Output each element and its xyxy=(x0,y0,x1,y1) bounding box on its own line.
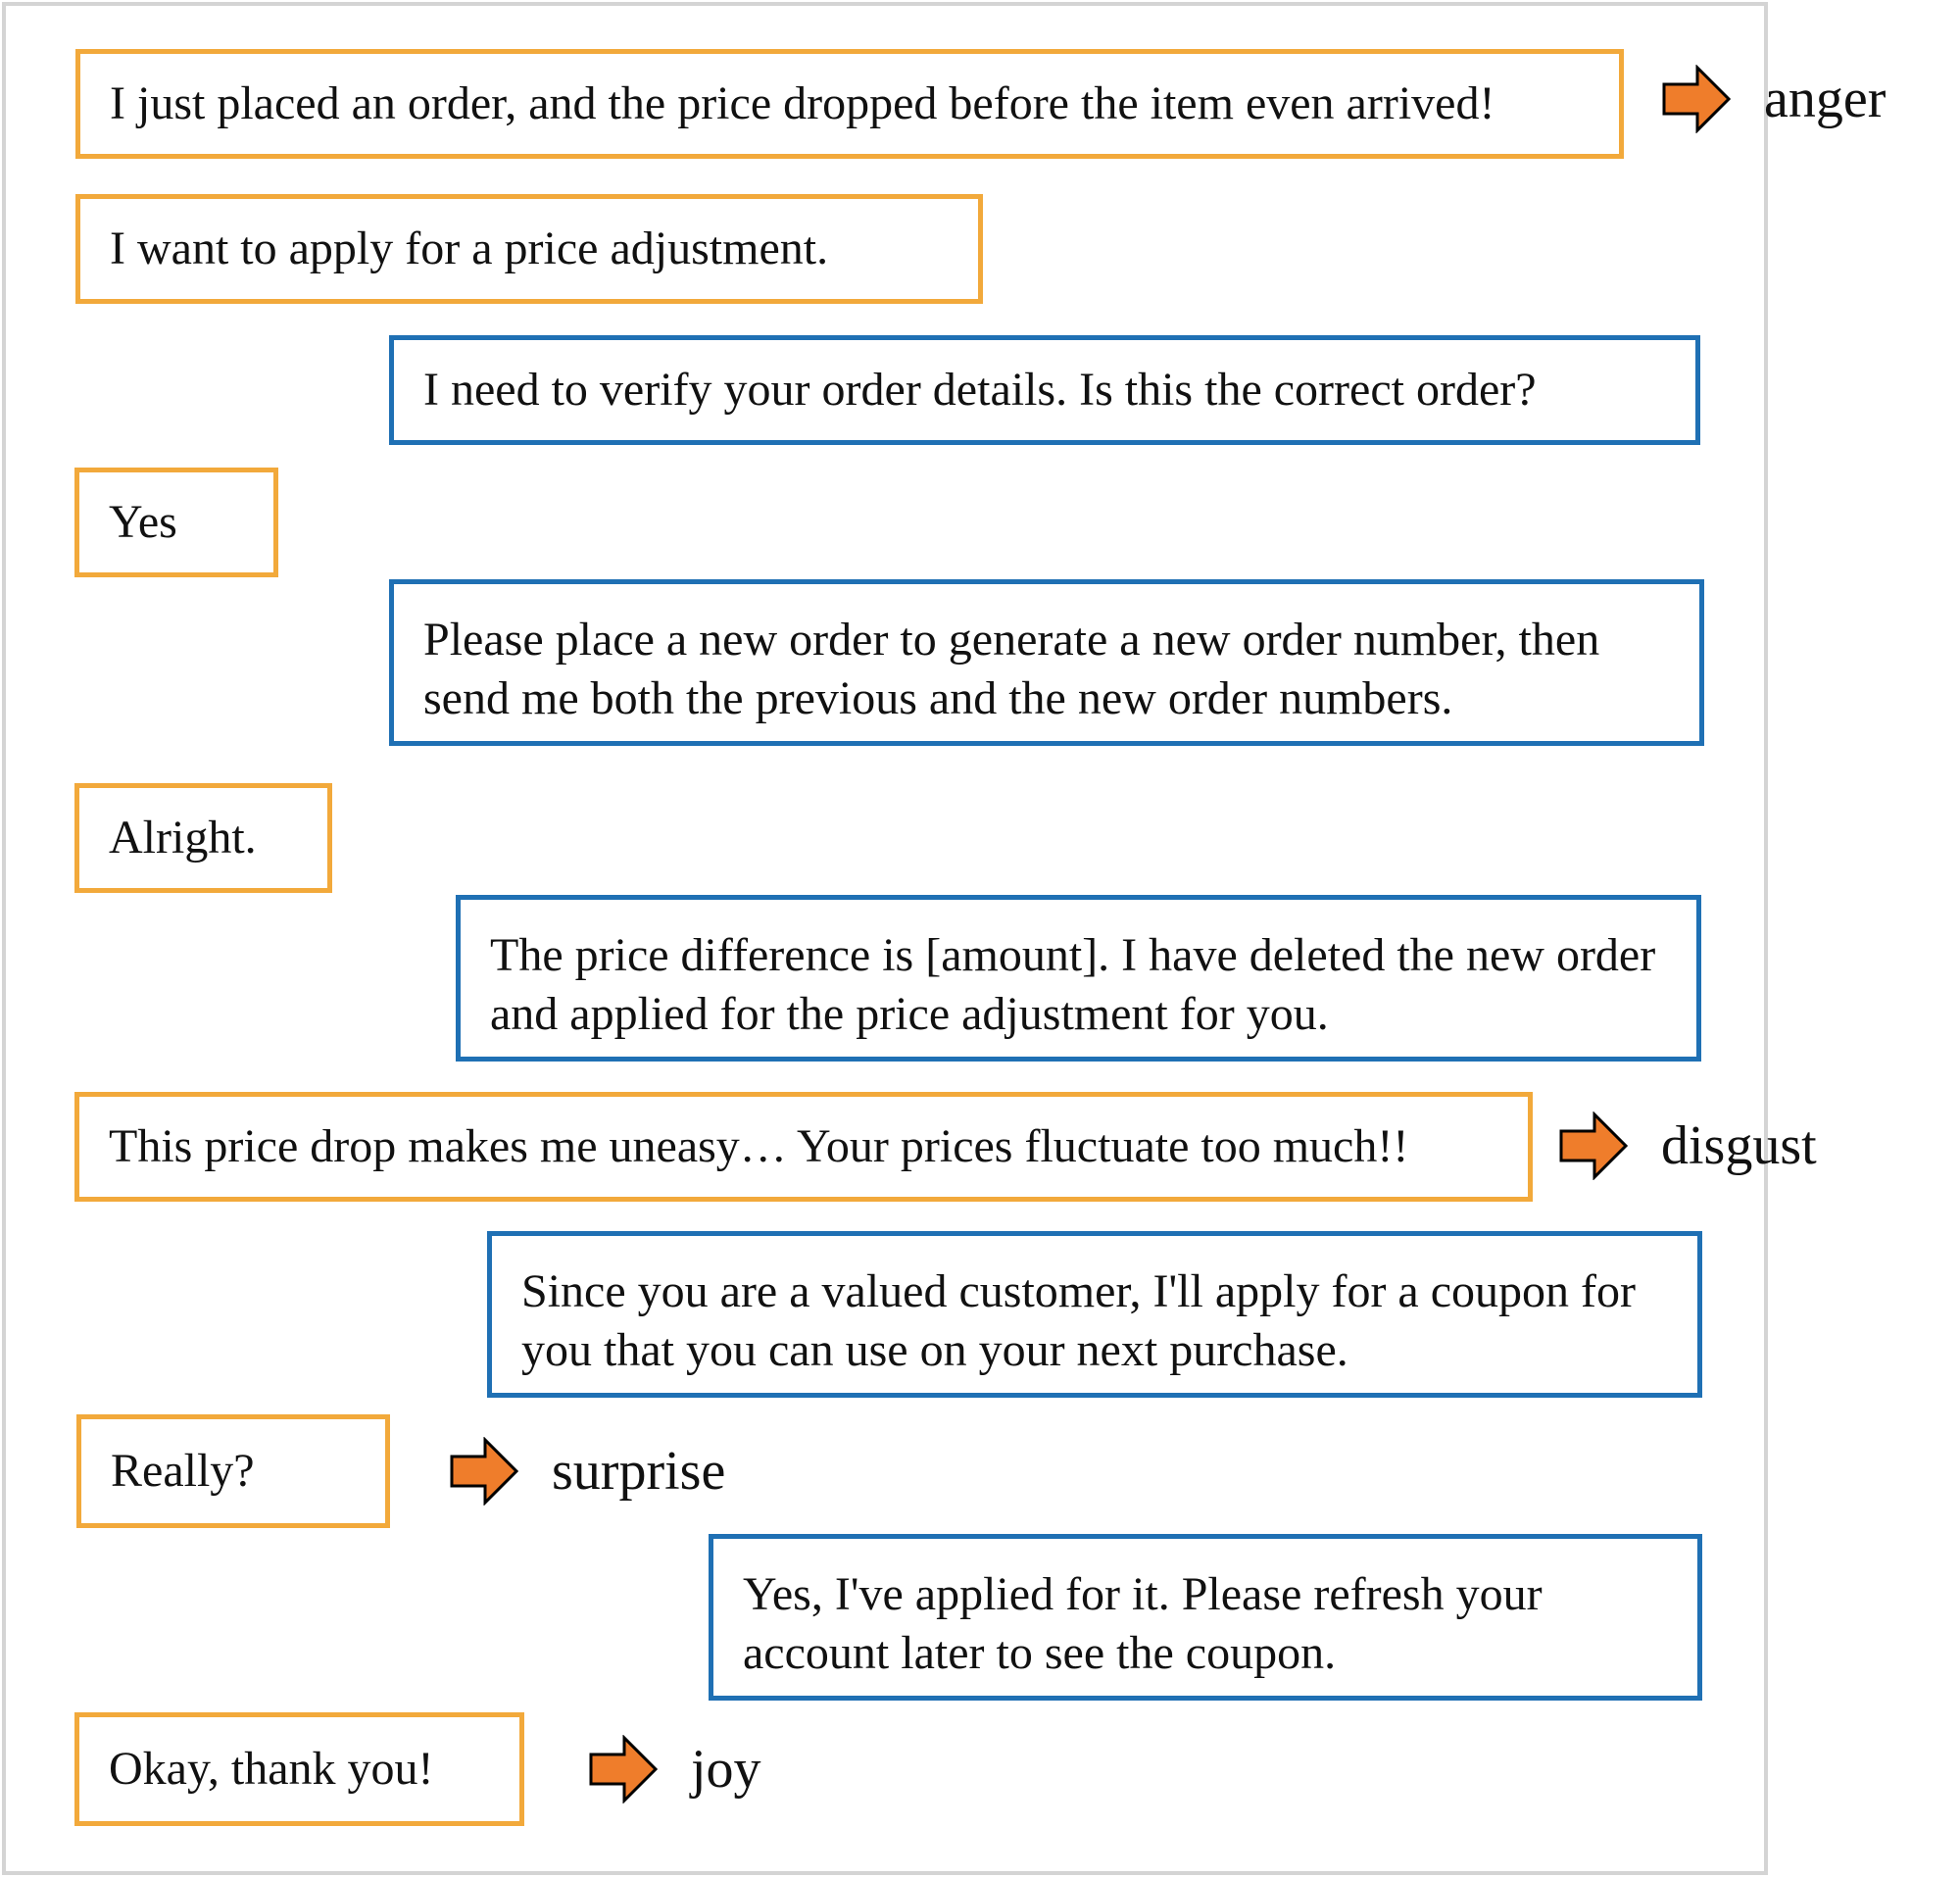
emotion-label-surprise xyxy=(450,1437,725,1506)
customer-message-5-text: This price drop makes me uneasy… Your prices fluctuate too much!! xyxy=(109,1120,1409,1172)
customer-message-1-text: I just placed an order, and the price dropped before the item even arrived! xyxy=(110,77,1495,129)
emotion-label-anger xyxy=(1662,65,1886,133)
agent-message-4 xyxy=(487,1231,1702,1398)
emotion-label-joy xyxy=(589,1735,761,1803)
customer-message-2-text: I want to apply for a price adjustment. xyxy=(110,222,829,274)
arrow-right-icon xyxy=(589,1735,658,1803)
emotion-text-surprise: surprise xyxy=(552,1441,726,1502)
customer-message-6-text: Really? xyxy=(111,1445,255,1497)
customer-message-7-text: Okay, thank you! xyxy=(109,1743,434,1795)
agent-message-2-text: Please place a new order to generate a new order number, then send me both the previous and the new order numbers. xyxy=(423,614,1600,724)
arrow-right-icon xyxy=(1559,1111,1628,1180)
customer-message-4 xyxy=(74,783,332,893)
customer-message-3 xyxy=(74,468,278,577)
emotion-label-disgust xyxy=(1559,1111,1817,1180)
agent-message-2 xyxy=(389,579,1704,746)
customer-message-7 xyxy=(74,1712,524,1826)
arrow-right-icon xyxy=(450,1437,518,1506)
emotion-text-anger: anger xyxy=(1764,69,1886,129)
customer-message-2 xyxy=(75,194,983,304)
agent-message-1-text: I need to verify your order details. Is this the correct order? xyxy=(423,364,1537,416)
customer-message-6 xyxy=(76,1414,390,1528)
customer-message-1 xyxy=(75,49,1624,159)
agent-message-5-text: Yes, I've applied for it. Please refresh your account later to see the coupon. xyxy=(743,1568,1543,1679)
agent-message-1 xyxy=(389,335,1700,445)
agent-message-3-text: The price difference is [amount]. I have deleted the new order and applied for the price adjustment for you. xyxy=(490,929,1656,1040)
customer-message-4-text: Alright. xyxy=(109,812,257,864)
emotion-text-joy: joy xyxy=(691,1739,761,1800)
customer-message-5 xyxy=(74,1092,1533,1202)
emotion-text-disgust: disgust xyxy=(1661,1115,1817,1176)
arrow-right-icon xyxy=(1662,65,1731,133)
agent-message-5 xyxy=(709,1534,1702,1701)
customer-message-3-text: Yes xyxy=(109,496,177,548)
agent-message-4-text: Since you are a valued customer, I'll apply for a coupon for you that you can use on your next purchase. xyxy=(521,1265,1636,1376)
agent-message-3 xyxy=(456,895,1701,1062)
